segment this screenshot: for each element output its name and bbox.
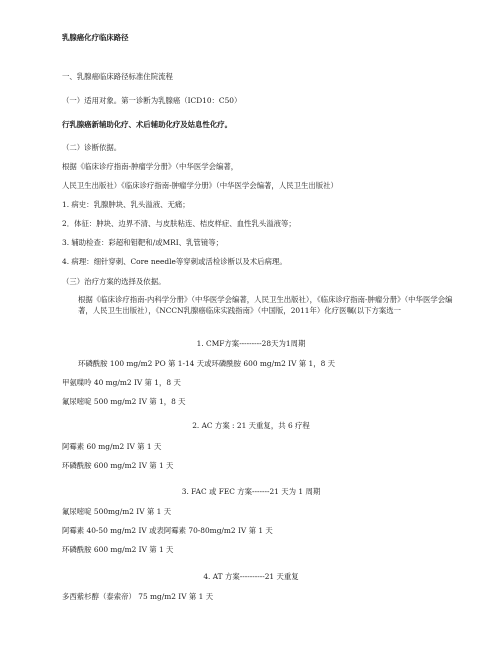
regimen-1-drug-c: 氟尿嘧啶 500 mg/m2 IV 第 1，8 天 bbox=[62, 397, 186, 406]
regimen-3-drug-c: 环磷酰胺 600 mg/m2 IV 第 1 天 bbox=[62, 545, 174, 554]
treatment-basis-paragraph: 根据《临床诊疗指南-内科学分册》（中华医学会编著，人民卫生出版社），《临床诊疗指南-肿瘤分册》（中华医学会编著，人民卫生出版社），《NCCN乳腺癌临床实践指南》（中国版，2011年）化疗医嘱(以下方案选一 bbox=[78, 295, 453, 315]
diagnosis-signs: 2．体征：肿块、边界不清、与皮肤粘连、桔皮样症、血性乳头溢液等； bbox=[62, 219, 296, 228]
regimen-4-title: 4. AT 方案----------21 天重复 bbox=[203, 572, 299, 581]
basis-line-2: 人民卫生出版社）《临床诊疗指南-肿瘤学分册》（中华医学会编著，人民卫生出版社） bbox=[62, 181, 338, 190]
regimen-1-title: 1. CMF方案---------28天为1周期 bbox=[196, 339, 306, 348]
basis-line-1: 根据《临床诊疗指南-肿瘤学分册》（中华医学会编著， bbox=[62, 162, 239, 171]
regimen-3-drug-b: 阿霉素 40-50 mg/m2 IV 或表阿霉素 70-80mg/m2 IV 第 1 天 bbox=[62, 526, 273, 535]
regimen-4-drug-a: 多西紫杉醇（泰索帝） 75 mg/m2 IV 第 1 天 bbox=[62, 592, 214, 601]
regimen-2-drug-b: 环磷酰胺 600 mg/m2 IV 第 1 天 bbox=[62, 461, 174, 470]
regimen-3-drug-a: 氟尿嘧啶 500mg/m2 IV 第 1 天 bbox=[62, 507, 172, 516]
applicable-subjects: （一）适用对象。第一诊断为乳腺癌（ICD10：C50） bbox=[62, 96, 242, 105]
document-title: 乳腺癌化疗临床路径 bbox=[62, 33, 129, 42]
diagnosis-history: 1. 病史：乳腺肿块、乳头溢液、无痛； bbox=[62, 200, 190, 209]
diagnosis-pathology: 4. 病理：细针穿刺、Core needle等穿刺或活检诊断以及术后病理。 bbox=[62, 257, 287, 266]
treatment-heading: （三）治疗方案的选择及依据。 bbox=[62, 277, 166, 286]
section-heading-1: 一、乳腺癌临床路径标准住院流程 bbox=[62, 72, 173, 81]
regimen-2-drug-a: 阿霉素 60 mg/m2 IV 第 1 天 bbox=[62, 442, 162, 451]
diagnosis-exams: 3. 辅助检查：彩超和钼靶和/或MRI、乳管镜等； bbox=[62, 238, 223, 247]
applicable-subjects-cont: 行乳腺癌新辅助化疗、术后辅助化疗及姑息性化疗。 bbox=[62, 120, 232, 129]
diagnosis-basis-heading: （二）诊断依据。 bbox=[62, 143, 122, 152]
regimen-2-title: 2. AC 方案 : 21 天重复，共 6 疗程 bbox=[192, 421, 310, 430]
regimen-1-drug-b: 甲氨喋呤 40 mg/m2 IV 第 1，8 天 bbox=[62, 378, 181, 387]
regimen-3-title: 3. FAC 或 FEC 方案-------21 天为 1 周期 bbox=[181, 487, 321, 496]
regimen-1-drug-a: 环磷酰胺 100 mg/m2 PO 第 1-14 天或环磷酰胺 600 mg/m2 IV 第 1，8 天 bbox=[78, 359, 336, 368]
